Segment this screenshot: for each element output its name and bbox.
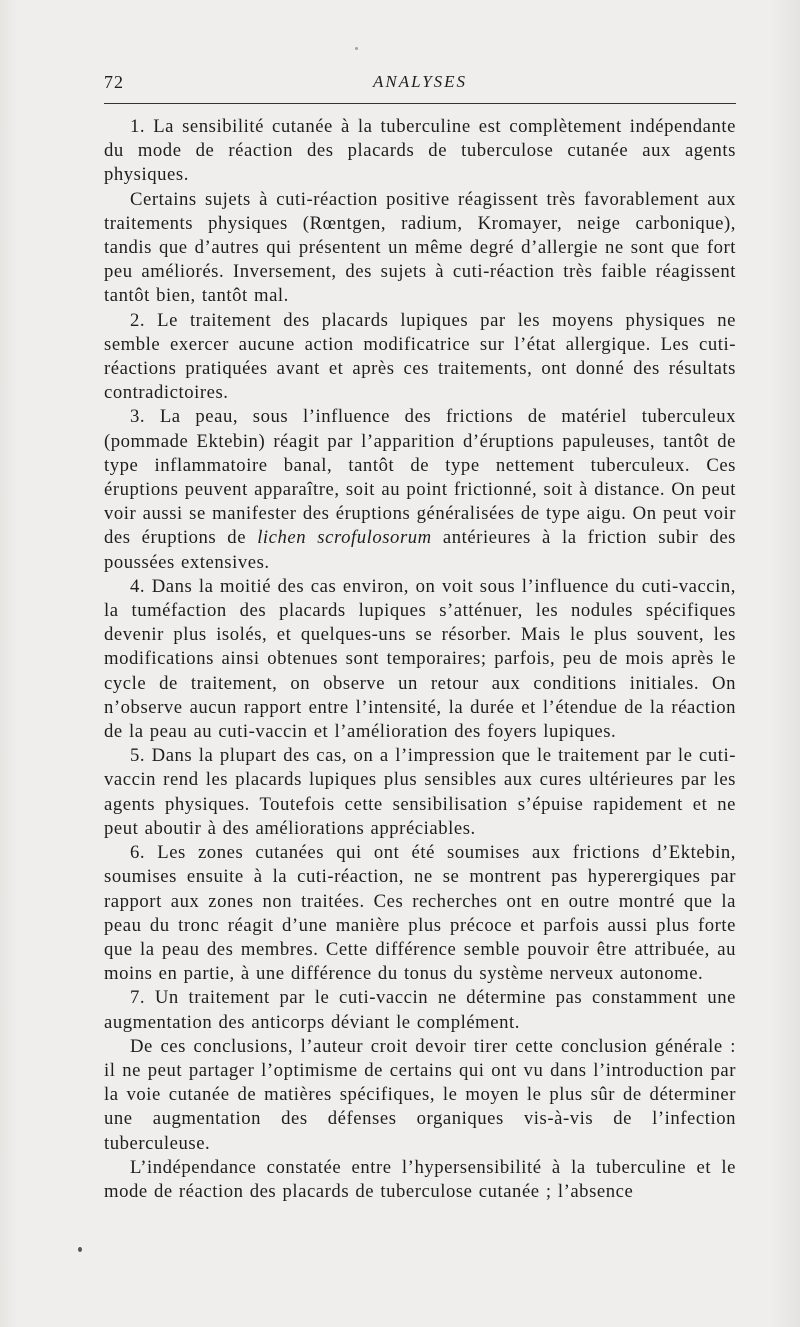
body-text: [104, 115, 736, 1204]
paragraph-2: Certains sujets à cuti-réaction positive réagissent très favorablement aux traitements physiques (Rœntgen, radium, Kromayer, neige carbonique), tandis que d’autres qui présentent un même degré d’allergie ne sont que fort peu améliorés. Inversement, des sujets à cuti-réaction très faible réagissent tantôt bien, tantôt mal.: [104, 188, 736, 307]
paragraph-4-tail: antérieures à la friction subir des poussées extensives.: [104, 527, 737, 573]
running-title: ANALYSES: [372, 72, 468, 91]
paragraph-3: 2. Le traitement des placards lupiques par les moyens physiques ne semble exercer aucune action modificatrice sur l’état allergique. Les cuti-réactions pratiquées avant et après ces traitements, ont donné des résultats contradictoires.: [104, 309, 736, 404]
italic-term: lichen scrofulosorum: [257, 527, 432, 549]
paragraph-5: 4. Dans la moitié des cas environ, on voit sous l’influence du cuti-vaccin, la tuméfaction des placards lupiques s’atténuer, les nodules spécifiques devenir plus isolés, et quelques-uns se résorber. Mais le plus souvent, les modifications ainsi obtenues sont temporaires; parfois, peu de mois après le cycle de traitement, on observe un retour aux conditions initiales. On n’observe aucun rapport entre l’intensité, la durée et l’étendue de la réaction de la peau au cuti-vaccin et l’amélioration des foyers lupiques.: [104, 575, 736, 743]
paragraph-4: [104, 405, 736, 574]
header-rule: [104, 103, 736, 104]
paragraph-9: De ces conclusions, l’auteur croit devoir tirer cette conclusion générale : il ne peut partager l’optimisme de certains qui ont vu dans l’introduction par la voie cutanée de matières spécifiques, le moyen le plus sûr de déterminer une augmentation des défenses organiques vis-à-vis de l’infection tuberculeuse.: [104, 1035, 736, 1154]
paragraph-10: L’indépendance constatée entre l’hypersensibilité à la tuberculine et le mode de réaction des placards de tuberculose cutanée ; l’absence: [104, 1156, 736, 1202]
paragraph-1: 1. La sensibilité cutanée à la tuberculine est complètement indépendante du mode de réaction des placards de tuberculose cutanée aux agents physiques.: [104, 116, 736, 186]
ink-speck: [78, 1247, 82, 1252]
page-header: [104, 70, 736, 100]
paragraph-8: 7. Un traitement par le cuti-vaccin ne détermine pas constamment une augmentation des anticorps déviant le complément.: [104, 987, 736, 1033]
paragraph-7: 6. Les zones cutanées qui ont été soumises aux frictions d’Ektebin, soumises ensuite à la cuti-réaction, ne se montrent pas hyperergiques par rapport aux zones non traitées. Ces recherches ont en outre montré que la peau du tronc réagit d’une manière plus précoce et parfois aussi plus forte que la peau des membres. Cette différence semble pouvoir être attribuée, au moins en partie, à une différence du tonus du système nerveux autonome.: [104, 842, 736, 985]
paragraph-6: 5. Dans la plupart des cas, on a l’impression que le traitement par le cuti-vaccin rend les placards lupiques plus sensibles aux cures ultérieures par les agents physiques. Toutefois cette sensibilisation s’épuise rapidement et ne peut aboutir à des améliorations appréciables.: [104, 745, 736, 839]
paragraph-4-text: 3. La peau, sous l’influence des frictions de matériel tuberculeux (pommade Ektebin) réagit par l’apparition d’éruptions papuleuses, tantôt de type inflammatoire banal, tantôt de type nettement tuberculeux. Ces éruptions peuvent apparaître, soit au point frictionné, soit à distance. On peut voir aussi se manifester des éruptions généralisées de type aigu. On peut voir des éruptions de: [104, 406, 736, 549]
page-number: 72: [104, 72, 124, 92]
ink-speck: [355, 47, 358, 50]
